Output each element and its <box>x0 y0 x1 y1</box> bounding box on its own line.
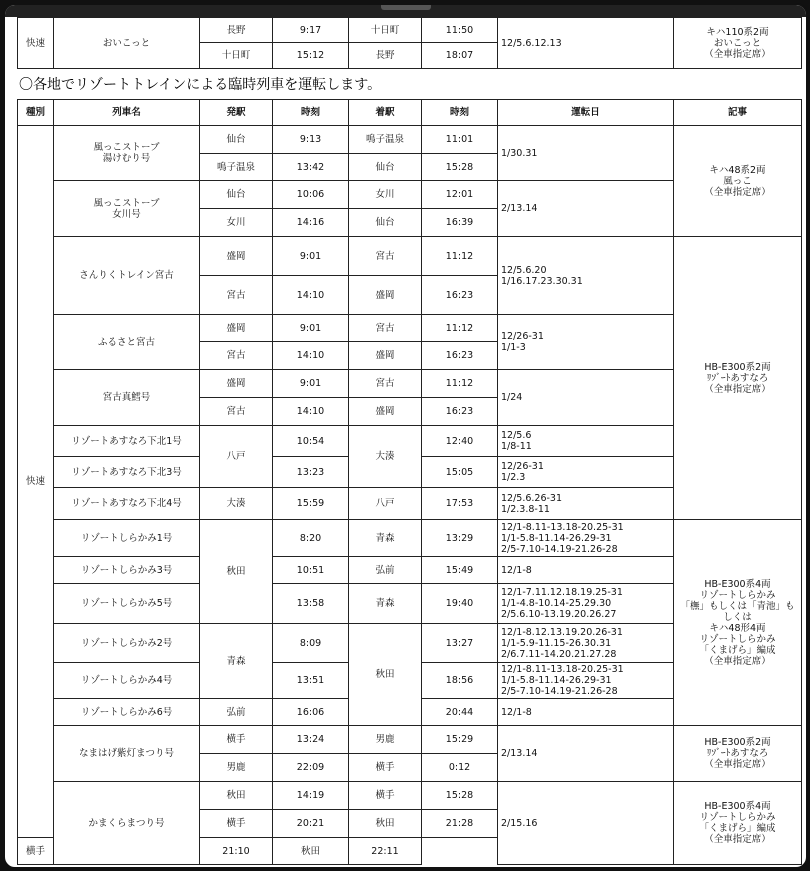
arr-time: 16:23 <box>422 398 498 426</box>
top-timetable <box>17 17 802 69</box>
arr-time: 0:12 <box>422 754 498 782</box>
arr-time: 12:40 <box>422 426 498 457</box>
dep-time: 9:01 <box>273 315 349 342</box>
dep-time: 14:10 <box>273 276 349 315</box>
table-row <box>18 782 802 810</box>
operation-days: 1/30.31 <box>498 126 674 181</box>
train-name: リゾートあすなろ下北1号 <box>54 426 200 457</box>
dep-station: 長野 <box>200 18 273 43</box>
arr-time: 16:23 <box>422 342 498 370</box>
arr-time: 15:29 <box>422 726 498 754</box>
dep-time: 22:09 <box>273 754 349 782</box>
dep-station: 大湊 <box>200 488 273 520</box>
header-arr-time: 時刻 <box>422 100 498 126</box>
dep-time: 14:10 <box>273 342 349 370</box>
dep-time: 9:17 <box>273 18 349 43</box>
document-page <box>3 3 808 869</box>
dep-time: 13:58 <box>273 584 349 624</box>
arr-station: 大湊 <box>349 426 422 488</box>
arr-time: 11:12 <box>422 237 498 276</box>
dep-station: 横手 <box>200 810 273 838</box>
dep-time: 16:06 <box>273 699 349 726</box>
train-name: リゾートあすなろ下北4号 <box>54 488 200 520</box>
arr-time: 11:12 <box>422 315 498 342</box>
dep-station: 宮古 <box>200 276 273 315</box>
remarks: HB-E300系2両 ﾘｿﾞｰﾄあすなろ （全車指定席） <box>674 726 802 782</box>
operation-days: 1/24 <box>498 370 674 426</box>
operation-days: 2/13.14 <box>498 726 674 782</box>
dep-time: 13:24 <box>273 726 349 754</box>
table-row <box>18 126 802 154</box>
dep-station: 十日町 <box>200 43 273 69</box>
operation-days: 12/26-31 1/1-3 <box>498 315 674 370</box>
dep-station: 宮古 <box>200 342 273 370</box>
arr-station: 十日町 <box>349 18 422 43</box>
dep-station: 宮古 <box>200 398 273 426</box>
dep-time: 8:20 <box>273 520 349 557</box>
section-heading: 〇各地でリゾートトレインによる臨時列車を運転します。 <box>19 77 382 93</box>
arr-time: 15:05 <box>422 457 498 488</box>
table-row <box>18 237 802 276</box>
window-top-bar <box>5 5 806 17</box>
type-cell: 快速 <box>18 18 54 69</box>
dep-station: 仙台 <box>200 181 273 209</box>
train-name: 宮古真鱈号 <box>54 370 200 426</box>
drag-handle[interactable] <box>381 5 431 10</box>
dep-station: 盛岡 <box>200 315 273 342</box>
train-name: リゾートしらかみ4号 <box>54 663 200 699</box>
header-days: 運転日 <box>498 100 674 126</box>
arr-time: 11:12 <box>422 370 498 398</box>
dep-station: 八戸 <box>200 426 273 488</box>
arr-time: 15:49 <box>422 557 498 584</box>
arr-station: 盛岡 <box>349 342 422 370</box>
remarks: HB-E300系2両 ﾘｿﾞｰﾄあすなろ （全車指定席） <box>674 237 802 520</box>
arr-station: 盛岡 <box>349 398 422 426</box>
dep-time: 8:09 <box>273 624 349 663</box>
train-name: リゾートしらかみ2号 <box>54 624 200 663</box>
dep-station: 青森 <box>200 624 273 699</box>
train-name: リゾートしらかみ3号 <box>54 557 200 584</box>
arr-station: 仙台 <box>349 154 422 181</box>
arr-time: 15:28 <box>422 154 498 181</box>
dep-station: 鳴子温泉 <box>200 154 273 181</box>
train-name: かまくらまつり号 <box>54 782 200 865</box>
dep-time: 13:42 <box>273 154 349 181</box>
dep-time: 9:01 <box>273 237 349 276</box>
dep-station: 弘前 <box>200 699 273 726</box>
remarks: キハ110系2両 おいこっと （全車指定席） <box>674 18 802 69</box>
train-name: リゾートしらかみ6号 <box>54 699 200 726</box>
operation-days: 12/5.6.26-31 1/2.3.8-11 <box>498 488 674 520</box>
dep-time: 10:51 <box>273 557 349 584</box>
remarks: HB-E300系4両 リゾートしらかみ 「くまげら」編成 （全車指定席） <box>674 782 802 865</box>
dep-station: 仙台 <box>200 126 273 154</box>
arr-station: 弘前 <box>349 557 422 584</box>
operation-days: 12/1-8.11-13.18-20.25-31 1/1-5.8-11.14-26.29-31 2/5-7.10-14.19-21.26-28 <box>498 663 674 699</box>
arr-station: 女川 <box>349 181 422 209</box>
arr-time: 16:23 <box>422 276 498 315</box>
header-dep-time: 時刻 <box>273 100 349 126</box>
arr-station: 横手 <box>349 782 422 810</box>
arr-station: 八戸 <box>349 488 422 520</box>
dep-time: 10:06 <box>273 181 349 209</box>
train-name: ふるさと宮古 <box>54 315 200 370</box>
train-name: おいこっと <box>54 18 200 69</box>
arr-station: 仙台 <box>349 209 422 237</box>
header-remarks: 記事 <box>674 100 802 126</box>
arr-time: 18:07 <box>422 43 498 69</box>
dep-station: 秋田 <box>200 520 273 624</box>
arr-station: 盛岡 <box>349 276 422 315</box>
train-name: 風っこストーブ 湯けむり号 <box>54 126 200 181</box>
arr-time: 16:39 <box>422 209 498 237</box>
dep-time: 14:19 <box>273 782 349 810</box>
operation-days: 12/1-8.12.13.19.20.26-31 1/1-5.9-11.15-26.30.31 2/6.7.11-14.20.21.27.28 <box>498 624 674 663</box>
dep-time: 14:16 <box>273 209 349 237</box>
train-name: さんりくトレイン宮古 <box>54 237 200 315</box>
arr-station: 宮古 <box>349 370 422 398</box>
dep-time: 9:01 <box>273 370 349 398</box>
arr-time: 15:28 <box>422 782 498 810</box>
dep-station: 男鹿 <box>200 754 273 782</box>
arr-station: 長野 <box>349 43 422 69</box>
header-train-name: 列車名 <box>54 100 200 126</box>
arr-station: 宮古 <box>349 237 422 276</box>
dep-time: 21:10 <box>200 838 273 865</box>
operation-days: 12/1-8 <box>498 557 674 584</box>
operation-days: 12/26-31 1/2.3 <box>498 457 674 488</box>
arr-time: 22:11 <box>349 838 422 865</box>
header-dep-station: 発駅 <box>200 100 273 126</box>
operation-days: 12/1-7.11.12.18.19.25-31 1/1-4.8-10.14-25.29.30 2/5.6.10-13.19.20.26.27 <box>498 584 674 624</box>
dep-station: 横手 <box>18 838 54 865</box>
operation-days: 12/1-8 <box>498 699 674 726</box>
arr-station: 鳴子温泉 <box>349 126 422 154</box>
type-cell: 快速 <box>18 126 54 838</box>
dep-time: 10:54 <box>273 426 349 457</box>
header-type: 種別 <box>18 100 54 126</box>
arr-time: 13:29 <box>422 520 498 557</box>
dep-station: 盛岡 <box>200 237 273 276</box>
operation-days: 12/5.6.20 1/16.17.23.30.31 <box>498 237 674 315</box>
arr-time: 12:01 <box>422 181 498 209</box>
arr-time: 18:56 <box>422 663 498 699</box>
dep-time: 9:13 <box>273 126 349 154</box>
arr-station: 秋田 <box>273 838 349 865</box>
dep-time: 13:51 <box>273 663 349 699</box>
arr-time: 20:44 <box>422 699 498 726</box>
dep-time: 15:12 <box>273 43 349 69</box>
dep-time: 15:59 <box>273 488 349 520</box>
dep-station: 女川 <box>200 209 273 237</box>
remarks: HB-E300系4両 リゾートしらかみ 「橅」もしくは「青池」もしくは キハ48形4両 リゾートしらかみ 「くまげら」編成 （全車指定席） <box>674 520 802 726</box>
arr-station: 青森 <box>349 520 422 557</box>
remarks: キハ48系2両 風っこ （全車指定席） <box>674 126 802 237</box>
operation-days: 12/5.6 1/8-11 <box>498 426 674 457</box>
dep-time: 14:10 <box>273 398 349 426</box>
arr-time: 13:27 <box>422 624 498 663</box>
header-arr-station: 着駅 <box>349 100 422 126</box>
operation-days: 2/15.16 <box>498 782 674 865</box>
arr-station: 横手 <box>349 754 422 782</box>
arr-time: 19:40 <box>422 584 498 624</box>
arr-station: 青森 <box>349 584 422 624</box>
train-name: リゾートしらかみ5号 <box>54 584 200 624</box>
dep-time: 20:21 <box>273 810 349 838</box>
arr-station: 男鹿 <box>349 726 422 754</box>
header-row <box>18 100 802 126</box>
dep-station: 盛岡 <box>200 370 273 398</box>
arr-station: 秋田 <box>349 624 422 726</box>
arr-station: 秋田 <box>349 810 422 838</box>
arr-station: 宮古 <box>349 315 422 342</box>
dep-station: 横手 <box>200 726 273 754</box>
train-name: 風っこストーブ 女川号 <box>54 181 200 237</box>
train-name: リゾートあすなろ下北3号 <box>54 457 200 488</box>
arr-time: 11:01 <box>422 126 498 154</box>
arr-time: 21:28 <box>422 810 498 838</box>
arr-time: 11:50 <box>422 18 498 43</box>
operation-days: 12/1-8.11-13.18-20.25-31 1/1-5.8-11.14-26.29-31 2/5-7.10-14.19-21.26-28 <box>498 520 674 557</box>
operation-days: 12/5.6.12.13 <box>498 18 674 69</box>
train-name: リゾートしらかみ1号 <box>54 520 200 557</box>
train-name: なまはげ紫灯まつり号 <box>54 726 200 782</box>
resort-train-timetable <box>17 99 802 865</box>
operation-days: 2/13.14 <box>498 181 674 237</box>
table-row <box>18 520 802 557</box>
table-row <box>18 726 802 754</box>
arr-time: 17:53 <box>422 488 498 520</box>
dep-station: 秋田 <box>200 782 273 810</box>
dep-time: 13:23 <box>273 457 349 488</box>
